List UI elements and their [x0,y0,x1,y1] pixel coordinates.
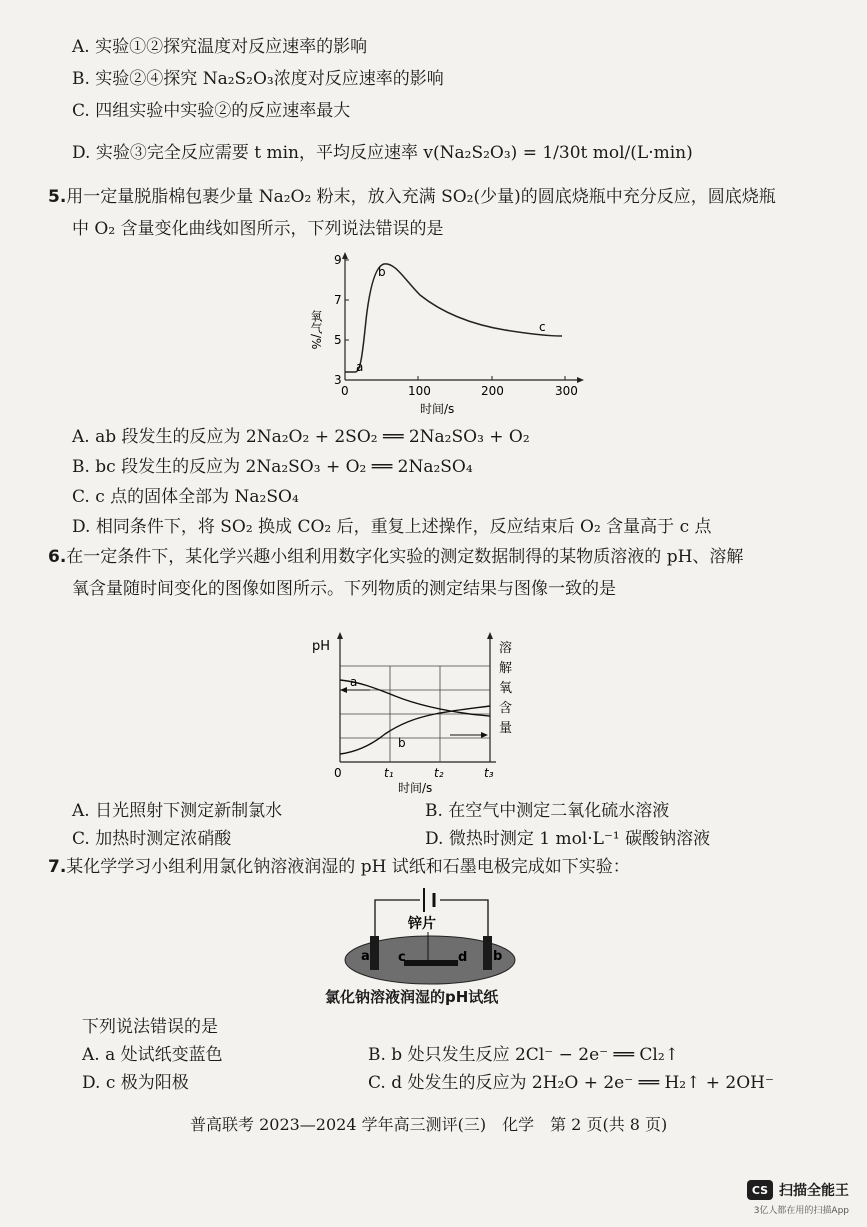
q5-point-a: a [356,360,364,374]
prev-option-b: B. 实验②④探究 Na₂S₂O₃浓度对反应速率的影响 [72,69,444,89]
q5-number: 5. [48,187,67,207]
q5-option-a: A. ab 段发生的反应为 2Na₂O₂ + 2SO₂ ══ 2Na₂SO₃ + O₂ [72,427,530,447]
prev-option-a: A. 实验①②探究温度对反应速率的影响 [72,37,368,57]
q6-xtick-0: 0 [334,766,342,780]
q5-x-ticks [341,376,578,398]
q6-xtick-t1: t₁ [384,766,394,780]
svg-text:解: 解 [499,661,513,676]
q7-stem: 7.某化学学习小组利用氯化钠溶液润湿的 pH 试纸和石墨电极完成如下实验： [48,857,630,877]
q5-oxygen-curve [345,264,562,372]
svg-text:量: 量 [499,721,513,736]
q7-label-a: a [361,949,370,964]
q5-xtick-200: 200 [481,384,504,398]
q6-option-b: B. 在空气中测定二氧化硫水溶液 [425,801,670,821]
q6-ph-oxygen-chart [300,630,540,795]
q5-ytick-9: 9 [334,253,342,267]
page-footer: 普高联考 2023—2024 学年高三测评(三) 化学 第 2 页(共 8 页) [190,1115,668,1134]
q5-point-c: c [539,320,546,334]
q6-curve-b-label: b [398,736,406,750]
q6-curve-a-label: a [350,675,358,689]
q5-xtick-100: 100 [408,384,431,398]
q5-ytick-5: 5 [334,333,342,347]
q7-option-a: A. a 处试纸变蓝色 [82,1045,223,1065]
q5-xtick-300: 300 [555,384,578,398]
q7-option-c: C. d 处发生的反应为 2H₂O + 2e⁻ ══ H₂↑ + 2OH⁻ [368,1073,774,1093]
q5-y-ticks [334,253,349,387]
q5-option-d: D. 相同条件下，将 SO₂ 换成 CO₂ 后，重复上述操作，反应结束后 O₂ 含量高于 c 点 [72,517,712,537]
q7-electrolysis-figure [340,880,520,985]
q7-figure-caption: 氯化钠溶液润湿的pH试纸 [325,988,499,1006]
scanner-tagline: 3亿人都在用的扫描App [753,1206,849,1216]
q5-stem-line1: 5.用一定量脱脂棉包裹少量 Na₂O₂ 粉末，放入充满 SO₂(少量)的圆底烧瓶中充分反应，圆底烧瓶 [48,187,776,207]
battery-icon [424,888,434,912]
q5-xtick-0: 0 [341,384,349,398]
svg-text:氧: 氧 [499,681,513,696]
q6-right-label [499,640,512,736]
q5-point-b: b [378,265,386,279]
q5-ytick-7: 7 [334,293,342,307]
q5-option-b: B. bc 段发生的反应为 2Na₂SO₃ + O₂ ══ 2Na₂SO₄ [72,457,473,477]
q6-stem-line1: 6.在一定条件下，某化学兴趣小组利用数字化实验的测定数据制得的某物质溶液的 pH、溶解 [48,547,744,567]
q6-xtick-t3: t₃ [484,766,494,780]
scanner-watermark [747,1180,849,1200]
svg-text:溶: 溶 [499,641,513,656]
zinc-label: 锌片 [408,916,436,932]
scanner-logo-icon: CS [747,1180,773,1200]
prev-option-d: D. 实验③完全反应需要 t min，平均反应速率 v(Na₂S₂O₃) = 1/30t mol/(L·min) [72,143,693,163]
scanner-name: 扫描全能王 [779,1183,849,1199]
q6-option-a: A. 日光照射下测定新制氯水 [72,801,283,821]
q7-option-d: D. c 极为阳极 [82,1073,189,1093]
q7-number: 7. [48,857,67,877]
zinc-sheet [404,960,458,966]
q7-label-b: b [493,949,503,964]
q5-ylabel: 氧气/% [309,310,323,350]
q7-option-b: B. b 处只发生反应 2Cl⁻ − 2e⁻ ══ Cl₂↑ [368,1045,679,1065]
q6-curve-a [340,680,490,716]
q5-ytick-3: 3 [334,373,342,387]
q6-option-c: C. 加热时测定浓硝酸 [72,829,232,849]
q6-stem-line2: 氧含量随时间变化的图像如图所示。下列物质的测定结果与图像一致的是 [72,579,616,599]
q7-ask: 下列说法错误的是 [82,1017,218,1037]
q5-xlabel: 时间/s [420,402,455,416]
q7-label-c: c [398,950,406,965]
q7-label-d: d [458,950,468,965]
q5-stem-line2: 中 O₂ 含量变化曲线如图所示，下列说法错误的是 [72,219,444,239]
prev-option-c: C. 四组实验中实验②的反应速率最大 [72,101,351,121]
q6-option-d: D. 微热时测定 1 mol·L⁻¹ 碳酸钠溶液 [425,829,711,849]
q6-number: 6. [48,547,67,567]
svg-text:含: 含 [499,701,513,716]
q6-ph-label: pH [312,639,331,654]
q5-option-c: C. c 点的固体全部为 Na₂SO₄ [72,487,299,507]
q6-xtick-t2: t₂ [434,766,444,780]
q6-xlabel: 时间/s [398,781,433,795]
q5-oxygen-chart [300,250,590,420]
